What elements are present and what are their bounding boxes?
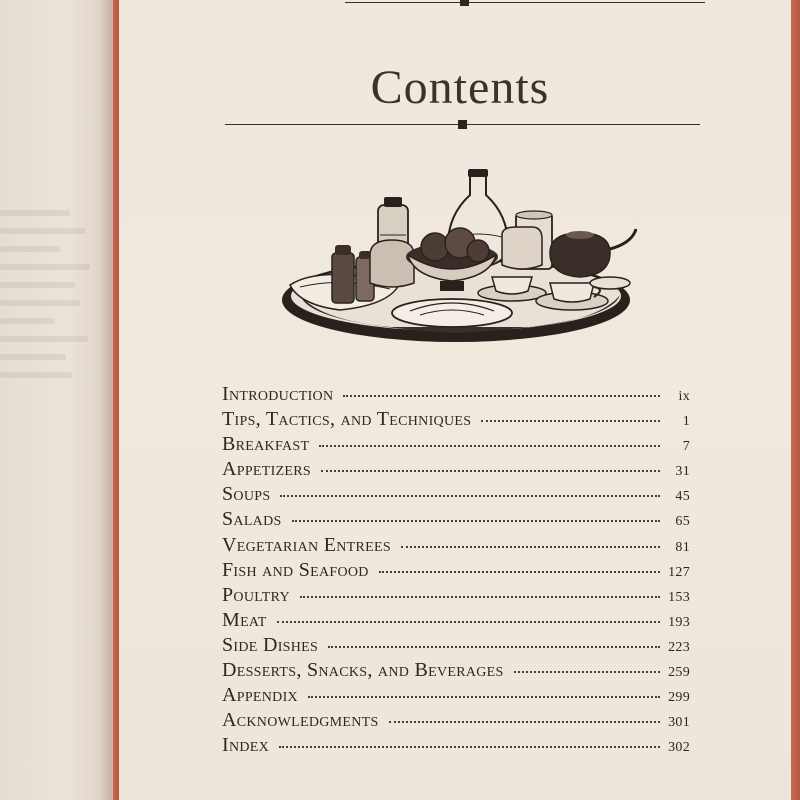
toc-entry-title: Appendix xyxy=(222,684,298,707)
title-divider-ornament xyxy=(458,120,467,129)
toc-entry-page: 301 xyxy=(668,715,690,731)
toc-leader-dots xyxy=(514,671,660,673)
toc-entry-page: 153 xyxy=(668,589,690,605)
toc-entry xyxy=(222,408,690,433)
toc-entry xyxy=(222,534,690,559)
toc-leader-dots xyxy=(292,520,660,522)
toc-entry-title: Tips, Tactics, and Techniques xyxy=(222,408,472,431)
toc-entry-page: 7 xyxy=(682,439,690,455)
toc-entry-title: Soups xyxy=(222,483,271,506)
page-title: Contents xyxy=(370,61,550,115)
toc-entry-title: Salads xyxy=(222,508,282,531)
bleed-through-text xyxy=(0,190,100,378)
toc-entry xyxy=(222,684,690,709)
top-divider-rule xyxy=(345,2,705,3)
toc-entry-page: 299 xyxy=(668,690,690,706)
toc-entry-page: 127 xyxy=(668,564,690,580)
toc-leader-dots xyxy=(401,546,660,548)
top-divider-ornament xyxy=(460,0,469,6)
toc-entry xyxy=(222,383,690,408)
toc-leader-dots xyxy=(277,621,660,623)
toc-leader-dots xyxy=(280,495,660,497)
toc-entry-page: 223 xyxy=(668,639,690,655)
toc-entry xyxy=(222,584,690,609)
toc-entry-page: 81 xyxy=(675,539,690,555)
right-page-border xyxy=(791,0,800,800)
toc-entry xyxy=(222,508,690,533)
toc-entry-page: ix xyxy=(678,389,690,404)
toc-entry-title: Acknowledgments xyxy=(222,709,379,732)
toc-entry-title: Introduction xyxy=(222,383,334,405)
toc-entry-title: Breakfast xyxy=(222,433,310,456)
toc-entry xyxy=(222,734,690,759)
toc-entry-page: 193 xyxy=(668,614,690,630)
toc-entry-title: Poultry xyxy=(222,583,290,606)
toc-entry-title: Vegetarian Entrees xyxy=(222,533,391,556)
toc-leader-dots xyxy=(279,746,660,748)
toc-leader-dots xyxy=(379,571,660,573)
toc-leader-dots xyxy=(389,721,660,723)
toc-leader-dots xyxy=(300,596,660,598)
toc-entry xyxy=(222,609,690,634)
toc-entry-page: 31 xyxy=(675,464,690,480)
toc-entry xyxy=(222,559,690,584)
toc-leader-dots xyxy=(328,646,660,648)
table-of-contents xyxy=(222,383,690,759)
toc-entry-title: Side Dishes xyxy=(222,633,319,656)
toc-entry-title: Fish and Seafood xyxy=(222,558,369,581)
serving-tray-illustration xyxy=(280,165,640,350)
toc-entry xyxy=(222,433,690,458)
toc-entry-title: Index xyxy=(222,734,270,757)
toc-entry-page: 1 xyxy=(682,414,690,430)
toc-entry-page: 45 xyxy=(675,489,690,505)
toc-leader-dots xyxy=(481,420,660,422)
toc-entry-page: 259 xyxy=(668,665,690,681)
toc-leader-dots xyxy=(319,445,660,447)
toc-entry-title: Appetizers xyxy=(222,458,312,481)
toc-entry-title: Desserts, Snacks, and Beverages xyxy=(222,659,504,682)
toc-entry-title: Meat xyxy=(222,608,267,631)
toc-leader-dots xyxy=(308,696,660,698)
toc-entry xyxy=(222,634,690,659)
toc-entry xyxy=(222,458,690,483)
toc-entry-page: 65 xyxy=(675,514,690,530)
toc-leader-dots xyxy=(321,470,660,472)
toc-entry-page: 302 xyxy=(668,740,690,756)
toc-leader-dots xyxy=(343,395,660,397)
toc-entry xyxy=(222,483,690,508)
toc-entry xyxy=(222,709,690,734)
toc-entry xyxy=(222,659,690,684)
left-page xyxy=(0,0,112,800)
